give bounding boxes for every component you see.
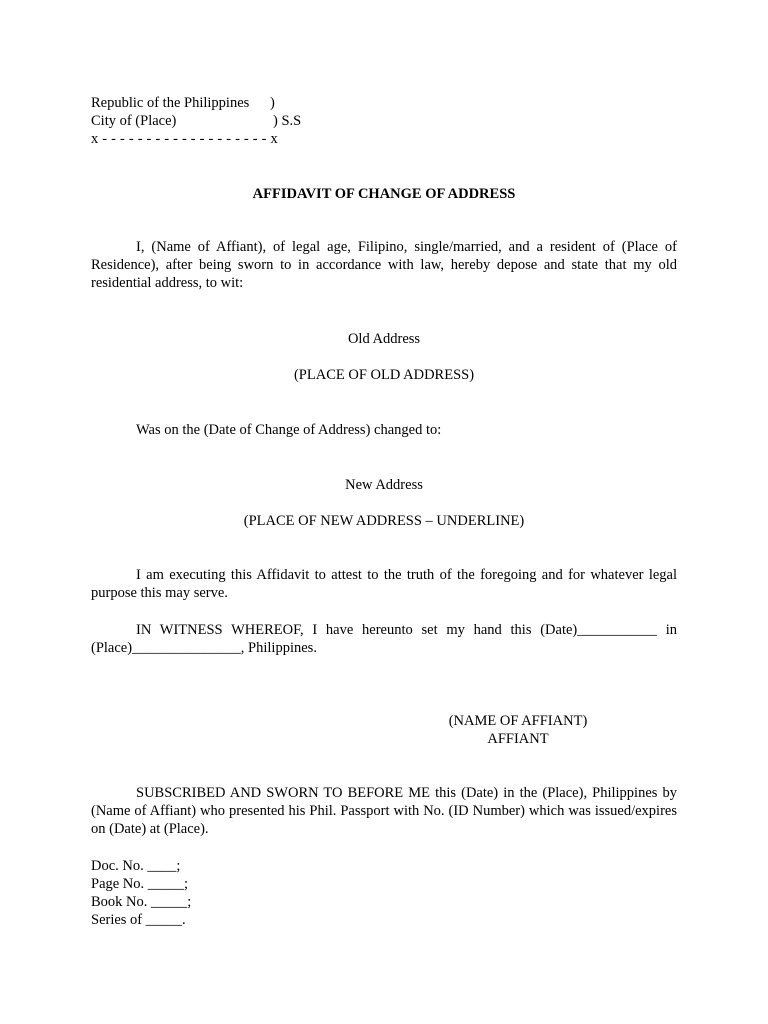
notarial-register xyxy=(91,857,677,929)
new-address-value: (PLACE OF NEW ADDRESS – UNDERLINE) xyxy=(243,513,525,529)
paragraph-jurat: SUBSCRIBED AND SWORN TO BEFORE ME this (Date) in the (Place), Philippines by (Name of Affiant) who presented his Phil. Passport with No. (ID Number) which was issued/expires on (Date) at (Place). xyxy=(91,785,677,837)
notarial-series: Series of _____. xyxy=(91,912,186,928)
old-address-value: (PLACE OF OLD ADDRESS) xyxy=(293,367,475,383)
signature-name: (NAME OF AFFIANT) xyxy=(448,713,588,729)
paragraph-change-date: Was on the (Date of Change of Address) changed to: xyxy=(136,422,442,438)
signature-role: AFFIANT xyxy=(487,731,549,747)
caption-separator: x - - - - - - - - - - - - - - - - - - - x xyxy=(91,131,278,147)
caption-ss: ) S.S xyxy=(273,113,302,129)
caption-paren-1: ) xyxy=(270,95,275,111)
caption-country: Republic of the Philippines xyxy=(91,95,250,111)
old-address-label: Old Address xyxy=(347,331,421,347)
paragraph-witness: IN WITNESS WHEREOF, I have hereunto set my hand this (Date)___________ in (Place)_______________, Philippines. xyxy=(91,622,677,656)
document-title: AFFIDAVIT OF CHANGE OF ADDRESS xyxy=(252,186,516,202)
new-address-label: New Address xyxy=(345,477,423,493)
paragraph-affiant-statement: I, (Name of Affiant), of legal age, Filipino, single/married, and a resident of (Place of Residence), after being sworn to in accordance with law, hereby depose and state that my old residential address, to wit: xyxy=(91,239,677,291)
paragraph-purpose: I am executing this Affidavit to attest to the truth of the foregoing and for whatever legal purpose this may serve. xyxy=(91,567,677,601)
caption-city: City of (Place) xyxy=(91,113,177,129)
notarial-doc-no: Doc. No. ____; xyxy=(91,858,181,874)
notarial-page-no: Page No. _____; xyxy=(91,876,189,892)
notarial-book-no: Book No. _____; xyxy=(91,894,192,910)
